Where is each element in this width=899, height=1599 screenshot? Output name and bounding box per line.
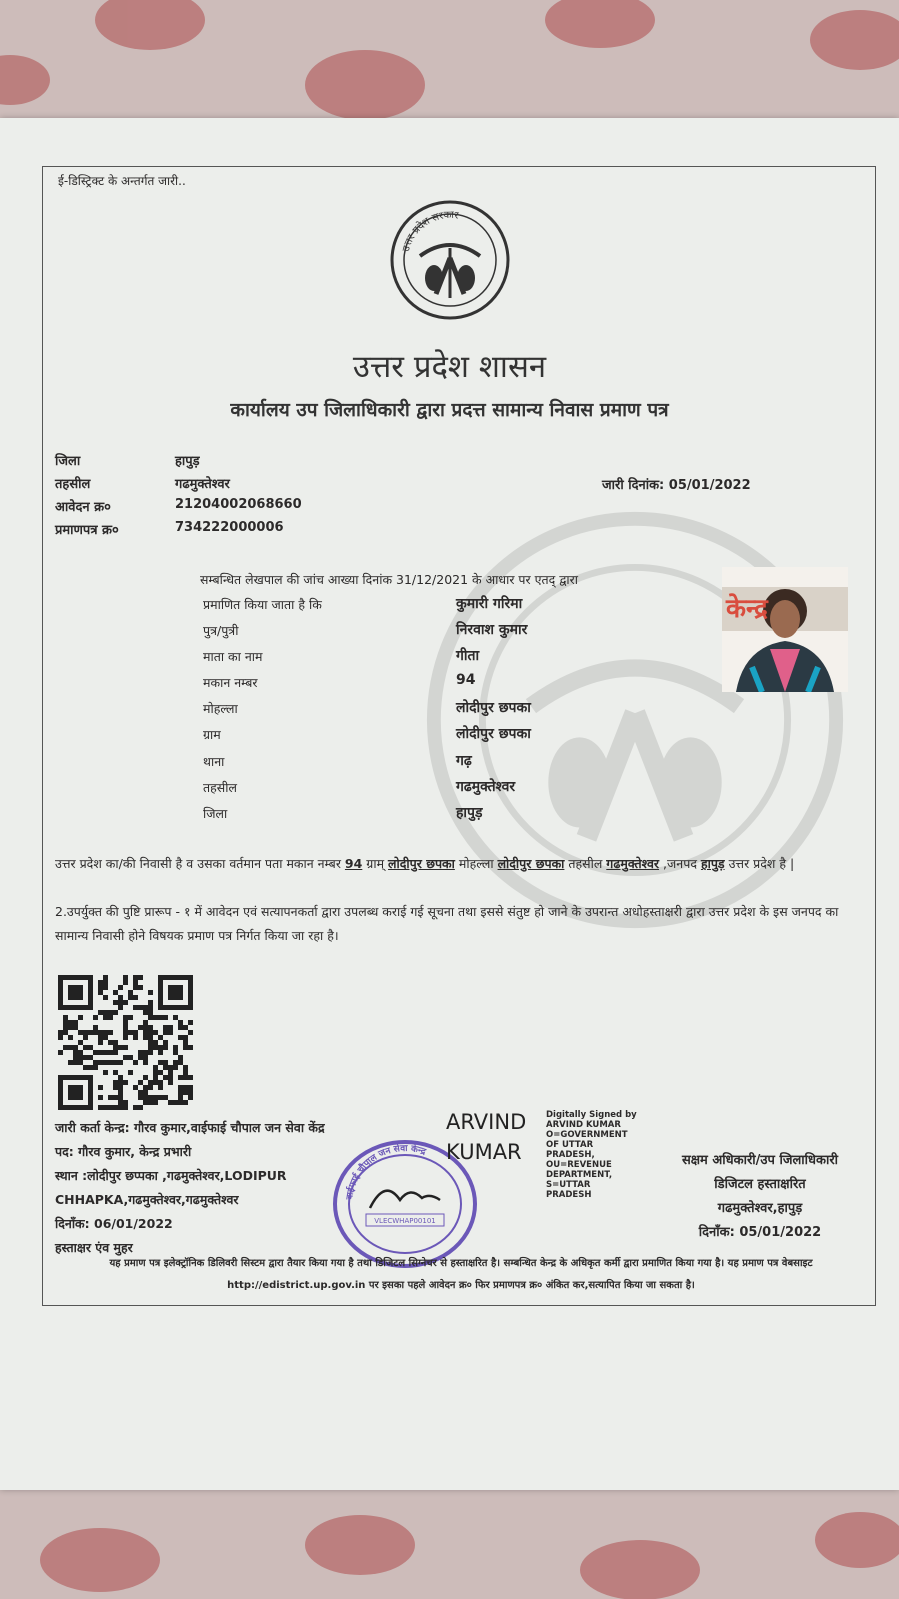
- qr-code: [58, 975, 196, 1110]
- signature-detail: PRADESH: [546, 1190, 592, 1200]
- issue-date: जारी दिनांक: 05/01/2022: [602, 478, 751, 493]
- officer-title: सक्षम अधिकारी/उप जिलाधिकारी: [681, 1153, 839, 1168]
- signature-detail: O=GOVERNMENT: [546, 1130, 628, 1140]
- field-label: मोहल्ला: [203, 701, 238, 716]
- certificate-subtitle: कार्यालय उप जिलाधिकारी द्वारा प्रदत्त सामान्य निवास प्रमाण पत्र: [230, 399, 669, 421]
- officer-digital-sign: डिजिटल हस्ताक्षरित: [714, 1177, 806, 1192]
- officer-date: दिनाँक: 05/01/2022: [698, 1225, 822, 1240]
- signer-name-last: KUMAR: [446, 1140, 522, 1164]
- meta-value: हापुड़: [175, 454, 200, 469]
- field-label: प्रमाणित किया जाता है कि: [203, 597, 322, 612]
- police-station-value: गढ़: [456, 753, 472, 769]
- application-number: 21204002068660: [175, 497, 302, 512]
- signature-detail: OU=REVENUE: [546, 1160, 612, 1170]
- mohalla-value: लोदीपुर छपका: [456, 700, 531, 716]
- svg-text:वाईफाई चौपाल जन सेवा केन्द्र: वाईफाई चौपाल जन सेवा केन्द्र: [345, 1143, 427, 1201]
- field-label: जिला: [203, 806, 228, 821]
- signature-detail: ARVIND KUMAR: [546, 1120, 621, 1130]
- signature-detail: PRADESH,: [546, 1150, 595, 1160]
- field-label: थाना: [203, 754, 225, 769]
- issuing-center: जारी कर्ता केन्द्र: गौरव कुमार,वाईफाई चौपाल जन सेवा केंद्र: [55, 1120, 325, 1135]
- signature-detail: OF UTTAR: [546, 1140, 594, 1150]
- signature-detail: Digitally Signed by: [546, 1110, 637, 1120]
- up-emblem-icon: [388, 198, 512, 322]
- footer-disclaimer: यह प्रमाण पत्र इलेक्ट्रॉनिक डिलिवरी सिस्टम द्वारा तैयार किया गया है तथा डिजिटल सिग्नेचर से हस्ताक्षरित है। सम्बन्धित केन्द्र के अधिकृत कर्मी द्वारा प्रमाणित किया गया है। यह प्रमाण पत्र वेबसाइट http://edistrict.up.gov.in पर इसका पहले आवेदन क्र० फिर प्रमाणपत्र क्र० अंकित कर,सत्यापित किया जा सकता है।: [109, 1258, 813, 1291]
- issuer-place-line2: CHHAPKA,गढमुक्तेश्वर,गढमुक्तेश्वर: [55, 1192, 239, 1207]
- applicant-photo: [722, 567, 848, 692]
- issuer-sign-label: हस्ताक्षर एंव मुहर: [55, 1240, 133, 1255]
- meta-label: तहसील: [55, 477, 91, 492]
- tehsil-value: गढमुक्तेश्वर: [456, 779, 516, 795]
- issuer-date: दिनाँक: 06/01/2022: [55, 1216, 173, 1231]
- field-label: मकान नम्बर: [203, 675, 258, 690]
- field-label: माता का नाम: [203, 649, 263, 664]
- issued-under-note: ई-डिस्ट्रिक्ट के अन्तर्गत जारी..: [58, 174, 186, 188]
- district-value: हापुड़: [456, 805, 483, 821]
- verification-intro: सम्बन्धित लेखपाल की जांच आख्या दिनांक 31/12/2021 के आधार पर एतद् द्वारा: [200, 572, 579, 587]
- field-label: तहसील: [203, 780, 237, 795]
- svg-text:उत्तर प्रदेश सरकार: उत्तर प्रदेश सरकार: [400, 209, 460, 253]
- confirmation-paragraph: 2.उपर्युक्त की पुष्टि प्रारूप - १ में आवेदन एवं सत्यापनकर्ता द्वारा उपलब्ध कराई गई सूचना तथा इससे संतुष्ट हो जाने के उपरान्त अधोहस्ताक्षरी द्वारा उत्तर प्रदेश के इस जनपद का सामान्य निवासी होने विषयक प्रमाण पत्र निर्गत किया जा रहा है।: [55, 904, 839, 943]
- parent-name: निरवाश कुमार: [456, 622, 528, 638]
- svg-text:VLECWHAP00101: VLECWHAP00101: [374, 1217, 436, 1225]
- officer-place: गढमुक्तेश्वर,हापुड़: [717, 1201, 803, 1216]
- signature-detail: S=UTTAR: [546, 1180, 591, 1190]
- certificate-number: 734222000006: [175, 520, 284, 535]
- village-value: लोदीपुर छपका: [456, 726, 531, 742]
- signer-name-first: ARVIND: [446, 1110, 527, 1134]
- signature-detail: DEPARTMENT,: [546, 1170, 613, 1180]
- meta-label: आवेदन क्र०: [55, 500, 111, 515]
- mother-name: गीता: [456, 648, 480, 664]
- meta-label: जिला: [55, 454, 81, 469]
- house-number: 94: [456, 672, 476, 688]
- photo-banner-text: केन्द्र: [726, 594, 768, 624]
- meta-value: गढमुक्तेश्वर: [175, 477, 230, 492]
- field-label: ग्राम: [203, 727, 221, 742]
- meta-label: प्रमाणपत्र क्र०: [55, 523, 119, 538]
- government-title: उत्तर प्रदेश शासन: [352, 349, 547, 385]
- issuer-place-line1: स्थान :लोदीपुर छप्पका ,गढमुक्तेश्वर,LODIPUR: [55, 1168, 287, 1183]
- field-label: पुत्र/पुत्री: [203, 623, 239, 638]
- applicant-name: कुमारी गरिमा: [456, 596, 523, 612]
- issuer-post: पद: गौरव कुमार, केन्द्र प्रभारी: [55, 1144, 192, 1159]
- residence-paragraph: उत्तर प्रदेश का/की निवासी है व उसका वर्तमान पता मकान नम्बर 94 ग्राम् लोदीपुर छपका मोहल्ला लोदीपुर छपका तहसील गढमुक्तेश्वर ,जनपद हापुड़ उत्तर प्रदेश है |: [55, 856, 795, 871]
